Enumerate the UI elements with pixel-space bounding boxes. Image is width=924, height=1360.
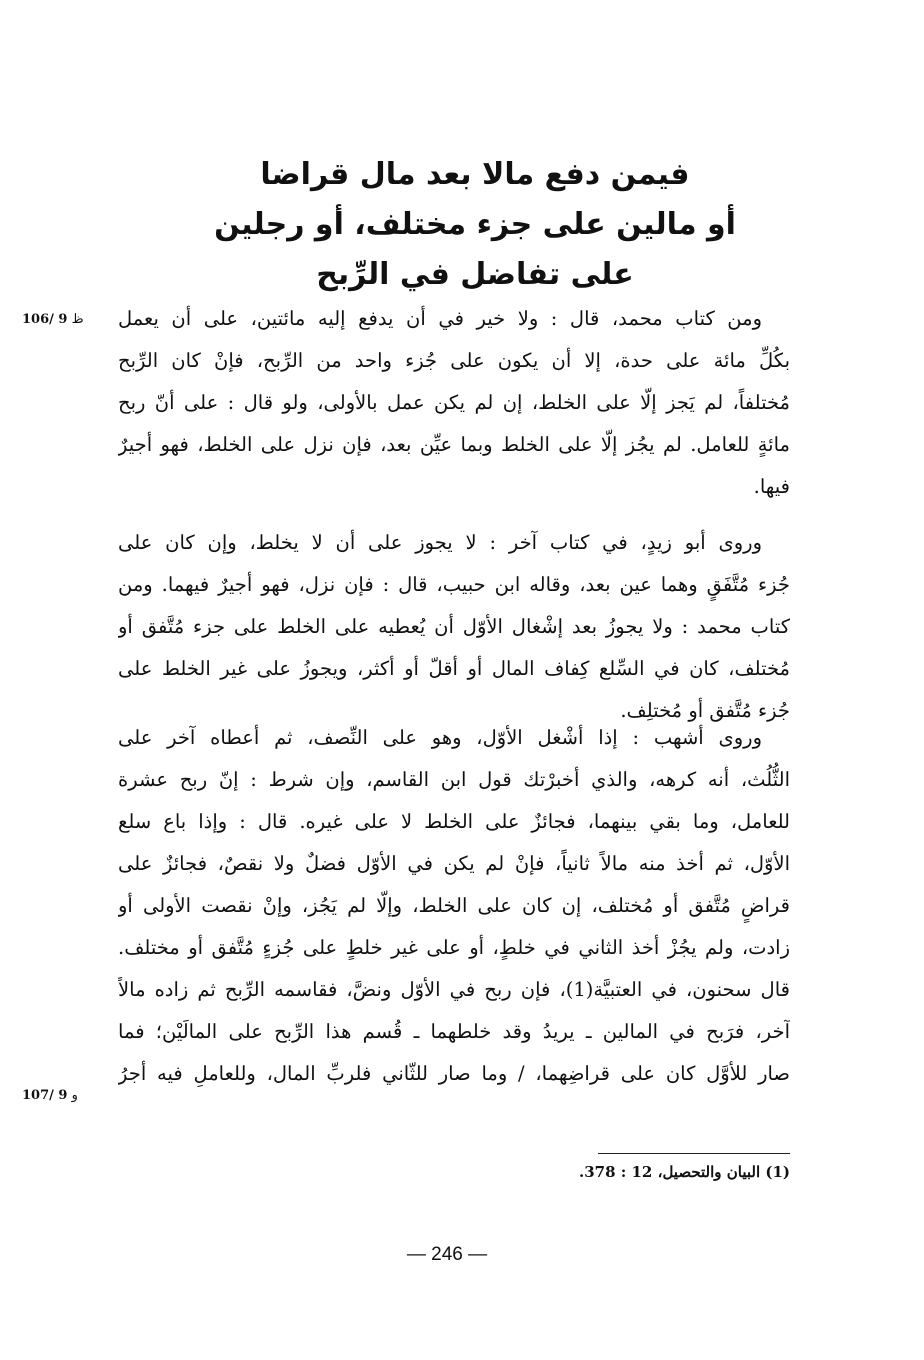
text-line: كتاب محمد : ولا يجوزُ بعد إشْغال الأوّل أن يُعطيه على الخلط على جزء مُتَّفق أو	[118, 615, 790, 638]
text-line: فيها.	[753, 475, 790, 498]
margin-ref-number: 9 /106	[22, 312, 68, 327]
text-line: بكُلِّ مائة على حدة، إلا أن يكون على جُزء واحد من الرِّبح، فإنْ كان الرِّبح	[118, 349, 790, 372]
margin-ref-side: و	[71, 1088, 78, 1103]
margin-reference-1	[22, 312, 84, 327]
text-line: جُزء مُتَّفَقٍ وهما عين بعد، وقاله ابن حبيب، قال : فإن نزل، فهو أجيرٌ فيهما. ومن	[118, 573, 790, 596]
page-number: — 246 —	[406, 1244, 488, 1265]
chapter-title	[160, 150, 790, 300]
text-line: جُزء مُتَّفق أو مُختلِف.	[620, 699, 790, 722]
title-line-3: على تفاضل في الرِّبح	[316, 257, 634, 292]
title-line-2: أو مالين على جزء مختلف، أو رجلين	[214, 207, 736, 242]
text-line: مُختلفاً، لم يَجز إلّا على الخلط، إن لم يكن عمل بالأولى، ولو قال : على أنّ ربح	[118, 391, 790, 414]
margin-ref-number: 9 /107	[22, 1088, 68, 1103]
paragraph-3	[118, 717, 790, 1095]
text-line: صار للأوَّل كان على قراضِهما، / وما صار للثّاني فلربِّ المال، وللعاملِ فيه أجرُ	[118, 1062, 790, 1085]
margin-ref-side: ظ	[71, 312, 84, 327]
text-line: قراضٍ مُتَّفق أو مُختلف، إن كان على الخلط، وإلّا لم يَجُز، وإنْ نقصت الأولى أو	[118, 894, 790, 917]
text-line: الثُّلُث، أنه كرهه، والذي أخبرْتك قول ابن القاسم، وإن شرط : إنّ ربح عشرة	[118, 768, 790, 791]
text-line: زادت، ولم يجُزْ أخذ الثاني في خلطٍ، أو على غير خلطٍ على جُزءٍ مُتَّفق أو مختلف.	[118, 936, 790, 959]
footnote-divider	[598, 1153, 790, 1154]
text-line: ومن كتاب محمد، قال : ولا خير في أن يدفع إليه مائتين، على أن يعمل	[118, 307, 762, 330]
text-line: قال سحنون، في العتبيَّة(1)، فإن ربح في الأوّل ونضَّ، فقاسمه الرِّبح ثم زاده مالاً	[118, 978, 790, 1001]
text-line: مُختلف، كان في السِّلع كِفاف المال أو أقلّ أو أكثر، ويجوزُ على غير الخلط على	[118, 657, 790, 680]
footnote: (1) البيان والتحصيل، 12 : 378.	[578, 1163, 790, 1181]
text-line: آخر، فرَبح في المالين ـ يريدُ وقد خلطهما ـ قُسم هذا الرِّبح على المالَيْن؛ فما	[118, 1020, 790, 1043]
paragraph-1	[118, 298, 790, 508]
text-line: وروى أشهب : إذا أشْغل الأوّل، وهو على النِّصف، ثم أعطاه آخر على	[118, 726, 762, 749]
title-line-1: فيمن دفع مالا بعد مال قراضا	[260, 157, 690, 192]
text-line: مائةٍ للعامل. لم يجُز إلّا على الخلط وبما عيِّن بعد، فإن نزل على الخلط، فهو أجيرٌ	[118, 433, 790, 456]
text-line: للعامل، وما بقي بينهما، فجائزٌ على الخلط لا على غيره. قال : وإذا باع سلع	[118, 810, 790, 833]
text-line: الأوّل، ثم أخذ منه مالاً ثانياً، فإنْ لم يكن في الأوّل فضلٌ ولا نقصٌ، فجائزٌ على	[118, 852, 790, 875]
paragraph-2	[118, 522, 790, 732]
text-line: وروى أبو زيدٍ، في كتاب آخر : لا يجوز على أن لا يخلط، وإن كان على	[118, 531, 762, 554]
margin-reference-2	[22, 1088, 78, 1103]
